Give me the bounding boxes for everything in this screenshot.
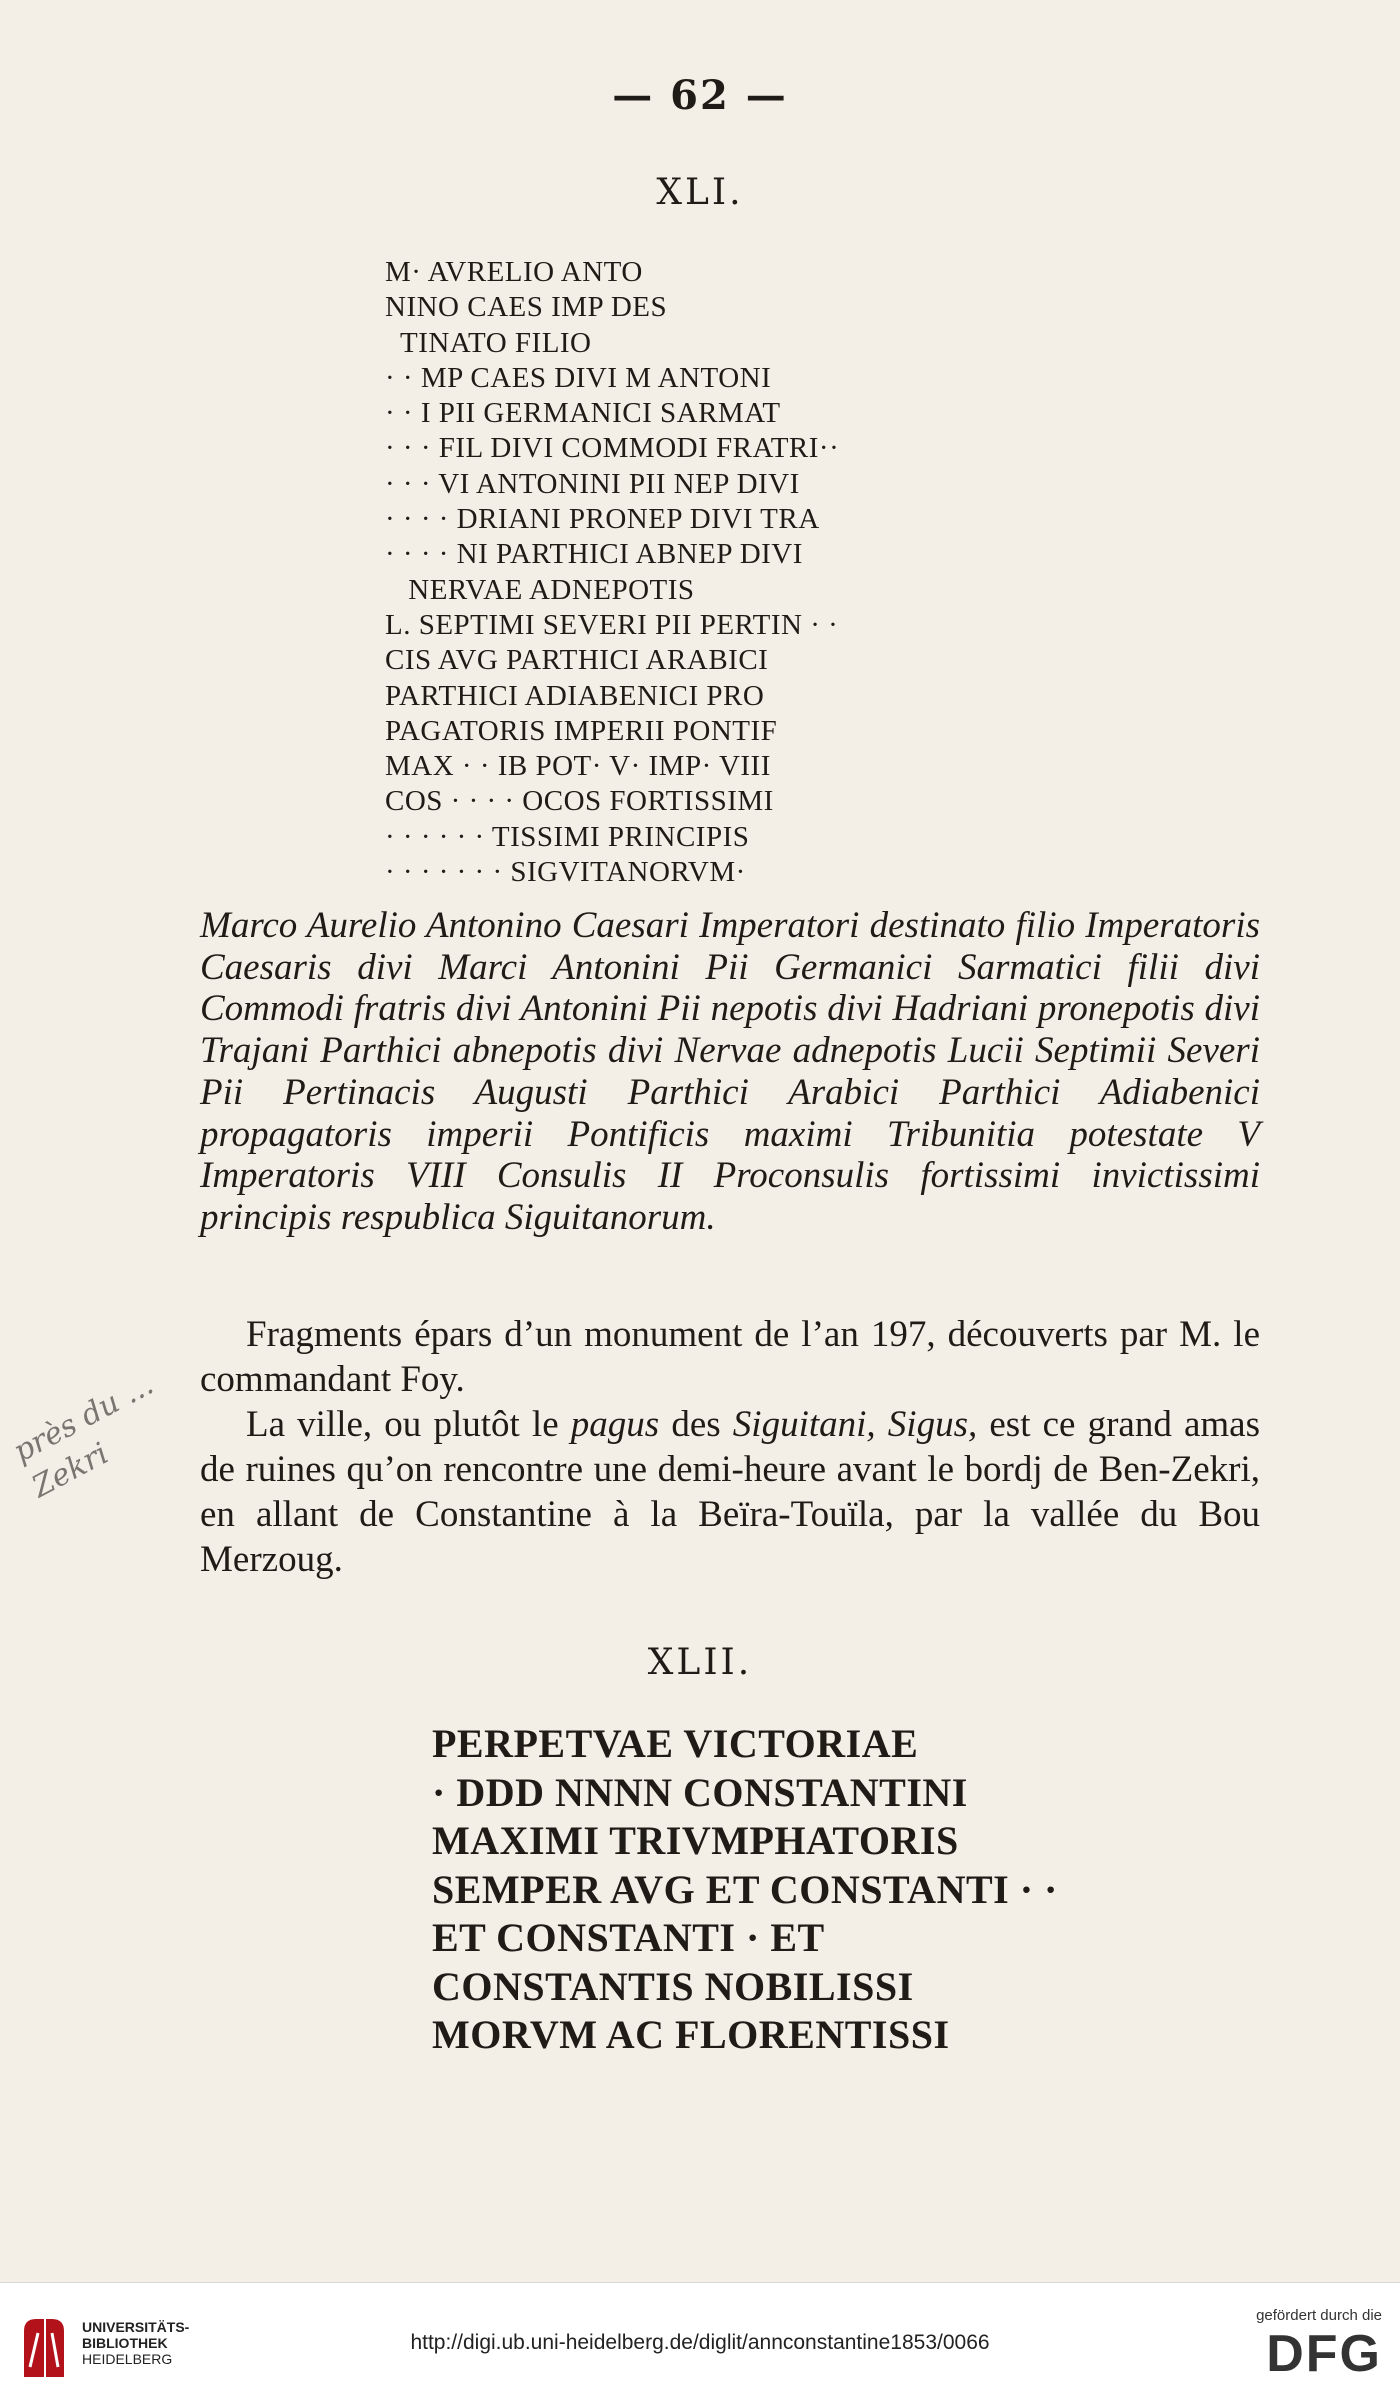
- library-name-line: BIBLIOTHEK: [82, 2335, 168, 2351]
- inscription-41-line: · · · · NI PARTHICI ABNEP DIVI: [385, 538, 803, 571]
- inscription-41-line: · · MP CAES DIVI M ANTONI: [385, 361, 772, 394]
- inscription-41-line: TINATO FILIO: [385, 326, 592, 359]
- funding-caption: gefördert durch die: [1256, 2307, 1382, 2324]
- paragraph-location: [200, 1402, 1260, 1582]
- paragraph-location-italic: Siguitani, Sigus,: [732, 1404, 978, 1445]
- dfg-logo: DFG: [1266, 2325, 1382, 2383]
- inscription-41-line: L. SEPTIMI SEVERI PII PERTIN · ·: [385, 608, 839, 641]
- section-title-42: XLII.: [647, 1642, 753, 1683]
- library-name-line: HEIDELBERG: [82, 2351, 173, 2367]
- inscription-41-line: · · I PII GERMANICI SARMAT: [385, 397, 781, 430]
- inscription-41-line: · · · FIL DIVI COMMODI FRATRI··: [385, 432, 840, 465]
- inscription-41-line: NINO CAES IMP DES: [385, 291, 668, 324]
- library-name-line: UNIVERSITÄTS-: [82, 2319, 190, 2335]
- inscription-41-line: MAX · · IB POT· V· IMP· VIII: [385, 750, 771, 783]
- inscription-41-line: · · · VI ANTONINI PII NEP DIVI: [385, 467, 800, 500]
- page-number: — 62 —: [612, 72, 788, 119]
- inscription-41-line: PARTHICI ADIABENICI PRO: [385, 679, 765, 712]
- inscription-42-line: MORVM AC FLORENTISSI: [432, 2012, 950, 2057]
- paragraph-location-part: La ville, ou plutôt le: [246, 1404, 571, 1445]
- paragraph-location-italic: pagus: [570, 1404, 660, 1445]
- funding-badge: [1232, 2307, 1382, 2384]
- paragraph-location-part: des: [659, 1404, 733, 1445]
- permalink-link[interactable]: http://digi.ub.uni-heidelberg.de/diglit/annconstantine1853/0066: [410, 2331, 990, 2354]
- inscription-42-line: ET CONSTANTI · ET: [432, 1915, 825, 1960]
- inscription-42-line: CONSTANTIS NOBILISSI: [432, 1963, 914, 2009]
- inscription-41: [385, 255, 985, 890]
- inscription-41-line: PAGATORIS IMPERII PONTIF: [385, 714, 778, 747]
- viewer-footer: [0, 2282, 1400, 2401]
- inscription-41-line: · · · · · · · SIGVITANORVM·: [385, 856, 746, 889]
- inscription-42-line: PERPETVAE VICTORIAE: [432, 1721, 919, 1766]
- inscription-41-line: COS · · · · OCOS FORTISSIMI: [385, 785, 774, 818]
- inscription-41-line: M· AVRELIO ANTO: [385, 256, 643, 288]
- latin-transcription-41: Marco Aurelio Antonino Caesari Imperatori destinato filio Imperatoris Caesaris divi Marci Antonini Pii Germanici Sarmatici filii divi Commodi fratris divi Antonini Pii nepotis divi Hadriani pronepotis divi Trajani Parthici abnepotis divi Nervae adnepotis Lucii Septimii Severi Pii Pertinacis Augusti Parthici Arabici Parthici Adiabenici propagatoris imperii Pontificis maximi Tribunitia potestate V Imperatoris VIII Consulis II Proconsulis fortissimi invictissimi principis respublica Siguitanorum.: [200, 905, 1260, 1238]
- paragraph-provenance: Fragments épars d’un monument de l’an 197, découverts par M. le commandant Foy.: [200, 1314, 1260, 1400]
- inscription-41-line: NERVAE ADNEPOTIS: [385, 573, 695, 606]
- inscription-42-line: SEMPER AVG ET CONSTANTI · ·: [432, 1866, 1058, 1912]
- handwritten-margin-note: près du ... Zekri: [7, 1366, 160, 1505]
- inscription-42-line: MAXIMI TRIVMPHATORIS: [432, 1818, 959, 1863]
- section-title-41: XLI.: [656, 172, 744, 213]
- inscription-41-line: · · · · DRIANI PRONEP DIVI TRA: [385, 503, 820, 536]
- permalink[interactable]: [0, 2331, 1400, 2355]
- inscription-42-line: · DDD NNNN CONSTANTINI: [432, 1769, 968, 1815]
- inscription-41-line: CIS AVG PARTHICI ARABICI: [385, 644, 769, 677]
- paragraph-location-part: est ce grand amas de ruines qu’on rencontre une demi-heure avant le bordj de Ben-Zekri, en allant de Constantine à la Beïra-Touïla, par la vallée du Bou Merzoug.: [200, 1404, 1260, 1580]
- inscription-42: [432, 1720, 1132, 2060]
- inscription-41-line: · · · · · · TISSIMI PRINCIPIS: [385, 820, 750, 853]
